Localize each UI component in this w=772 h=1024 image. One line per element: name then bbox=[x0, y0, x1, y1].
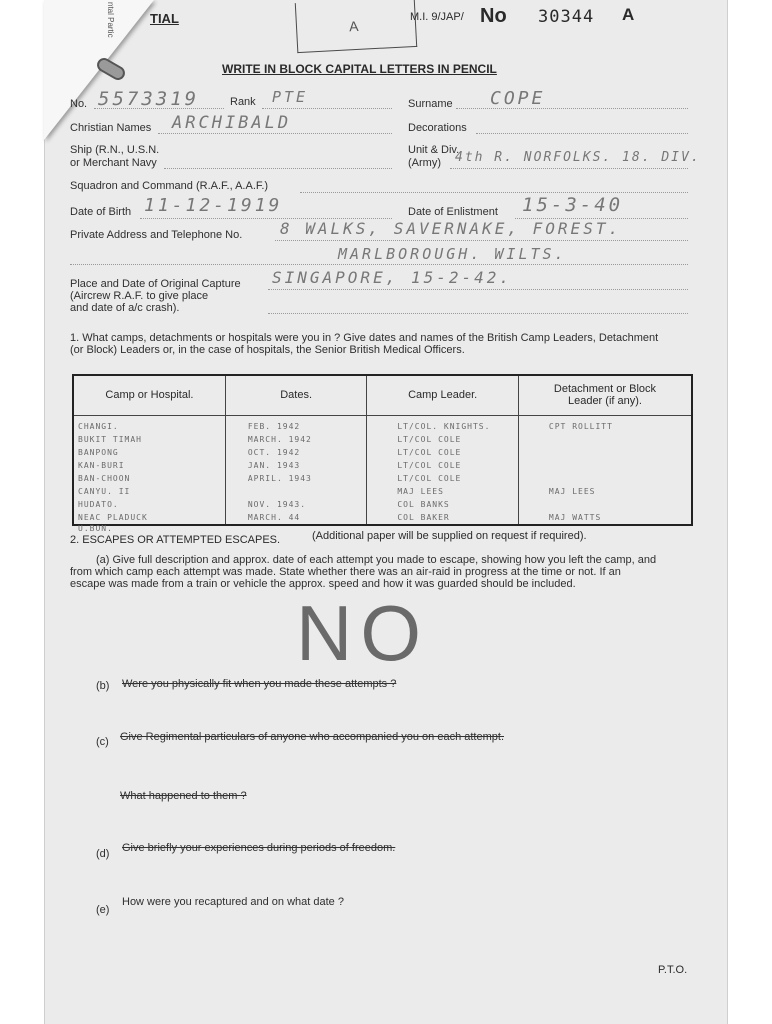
series-letter: A bbox=[622, 5, 635, 24]
surname-value: COPE bbox=[490, 88, 546, 109]
ship-label-1: Ship (R.N., U.S.N. bbox=[70, 144, 160, 156]
dates-column bbox=[225, 415, 367, 525]
stamp-box bbox=[295, 0, 417, 53]
detachment-cell bbox=[549, 433, 687, 446]
date-cell: NOV. 1943. bbox=[247, 499, 307, 509]
instruction-heading: WRITE IN BLOCK CAPITAL LETTERS IN PENCIL bbox=[222, 62, 497, 76]
question-2a-line-3: escape was made from a train or vehicle the approx. speed and how it was guarded should be included. bbox=[70, 578, 576, 590]
leader-cell: COL BAKER bbox=[397, 512, 450, 522]
camp-overflow: U.BON. bbox=[78, 524, 113, 533]
date-cell: FEB. 1942 bbox=[247, 421, 301, 431]
question-2-note: (Additional paper will be supplied on request if required). bbox=[312, 530, 587, 542]
stamp-letter: A bbox=[348, 17, 359, 35]
date-cell bbox=[248, 485, 363, 498]
leader-cell: LT/COL COLE bbox=[397, 434, 462, 444]
service-number-value: 5573319 bbox=[98, 88, 200, 110]
camp-table bbox=[72, 374, 693, 526]
dob-value: 11-12-1919 bbox=[144, 195, 283, 216]
address-label: Private Address and Telephone No. bbox=[70, 229, 243, 241]
question-2b: Were you physically fit when you made these attempts ? bbox=[122, 678, 397, 690]
question-2c: Give Regimental particulars of anyone who accompanied you on each attempt. bbox=[120, 731, 504, 743]
camp-cell: KAN-BURI bbox=[78, 460, 125, 470]
question-2d: Give briefly your experiences during periods of freedom. bbox=[122, 842, 396, 854]
question-2e-prefix: (e) bbox=[96, 904, 110, 916]
capture-label-3: and date of a/c crash). bbox=[70, 302, 180, 314]
date-cell: OCT. 1942 bbox=[247, 447, 301, 457]
enlistment-label: Date of Enlistment bbox=[408, 206, 498, 218]
leader-cell: LT/COL COLE bbox=[397, 447, 462, 457]
enlistment-value: 15-3-40 bbox=[522, 194, 624, 216]
col-header-dates: Dates. bbox=[225, 375, 367, 415]
question-2b-prefix: (b) bbox=[96, 680, 110, 692]
no-label: No. bbox=[70, 98, 88, 110]
date-cell: MARCH. 1942 bbox=[247, 434, 312, 444]
pto-label: P.T.O. bbox=[658, 964, 688, 976]
question-1-line-2: (or Block) Leaders or, in the case of hospitals, the Senior British Medical Officers. bbox=[70, 344, 465, 356]
question-2a-line-1: (a) Give full description and approx. date of each attempt you made to escape, showing how you left the camp, and bbox=[96, 554, 657, 566]
form-code: M.I. 9/JAP/ bbox=[410, 11, 464, 23]
camp-cell: CHANGI. bbox=[78, 421, 119, 431]
address-line-2: MARLBOROUGH. WILTS. bbox=[338, 245, 567, 263]
question-2-title: 2. ESCAPES OR ATTEMPTED ESCAPES. bbox=[70, 534, 281, 546]
decorations-label: Decorations bbox=[408, 122, 467, 134]
col-header-leader: Camp Leader. bbox=[367, 375, 519, 415]
unit-label-1: Unit & Div. bbox=[408, 144, 460, 156]
christian-names-label: Christian Names bbox=[70, 122, 152, 134]
christian-names-value: ARCHIBALD bbox=[172, 113, 292, 133]
question-2d-prefix: (d) bbox=[96, 848, 110, 860]
camp-cell: BUKIT TIMAH bbox=[78, 434, 142, 444]
leader-column bbox=[367, 415, 519, 525]
leader-cell: LT/COL COLE bbox=[397, 473, 462, 483]
escape-answer: NO bbox=[296, 589, 429, 677]
surname-label: Surname bbox=[408, 98, 453, 110]
camp-cell: HUDATO. bbox=[78, 499, 119, 509]
question-2c-followup: What happened to them ? bbox=[120, 790, 247, 802]
camp-cell: NEAC PLADUCK bbox=[78, 512, 148, 522]
squadron-label: Squadron and Command (R.A.F., A.A.F.) bbox=[70, 180, 269, 192]
capture-label-1: Place and Date of Original Capture bbox=[70, 278, 241, 290]
col-header-camp: Camp or Hospital. bbox=[73, 375, 225, 415]
camp-cell: CANYU. II bbox=[78, 486, 131, 496]
rank-value: PTE bbox=[272, 88, 309, 106]
detachment-cell bbox=[549, 459, 687, 472]
dob-label: Date of Birth bbox=[70, 206, 132, 218]
question-1-line-1: 1. What camps, detachments or hospitals were you in ? Give dates and names of the British Camp Leaders, Detachment bbox=[70, 332, 659, 344]
leader-cell: LT/COL. KNIGHTS. bbox=[397, 421, 491, 431]
question-2c-prefix: (c) bbox=[96, 736, 109, 748]
detachment-column bbox=[518, 415, 692, 525]
camp-column bbox=[73, 415, 225, 525]
number-label: No bbox=[480, 5, 507, 27]
unit-value: 4th R. NORFOLKS. 18. DIV. bbox=[455, 150, 701, 165]
leader-cell: MAJ LEES bbox=[397, 486, 444, 496]
camp-cell: BAN-CHOON bbox=[78, 473, 131, 483]
detachment-cell: MAJ LEES bbox=[548, 486, 596, 496]
capture-label-2: (Aircrew R.A.F. to give place bbox=[70, 290, 209, 302]
confidential-heading: TIAL bbox=[150, 11, 179, 26]
capture-value: SINGAPORE, 15-2-42. bbox=[272, 268, 513, 287]
detachment-cell bbox=[549, 472, 687, 485]
date-cell: APRIL. 1943 bbox=[247, 473, 312, 483]
ship-label-2: or Merchant Navy bbox=[70, 157, 157, 169]
camp-cell: BANPONG bbox=[78, 447, 119, 457]
leader-cell: LT/COL COLE bbox=[397, 460, 462, 470]
detachment-cell bbox=[549, 446, 687, 459]
detachment-cell bbox=[549, 498, 687, 511]
detachment-cell: MAJ WATTS bbox=[548, 512, 602, 522]
date-cell: JAN. 1943 bbox=[247, 460, 301, 470]
question-2e: How were you recaptured and on what date ? bbox=[122, 896, 344, 908]
leader-cell: COL BANKS bbox=[397, 499, 450, 509]
col-header-detachment: Detachment or Block Leader (if any). bbox=[518, 375, 692, 415]
question-2a-line-2: from which camp each attempt was made. State whether there was an air-raid in progress at the time or not. If an bbox=[70, 566, 621, 578]
form-number: 30344 bbox=[538, 7, 595, 27]
unit-label-2: (Army) bbox=[408, 157, 441, 169]
address-line-1: 8 WALKS, SAVERNAKE, FOREST. bbox=[280, 219, 622, 238]
rank-label: Rank bbox=[230, 96, 256, 108]
corner-text: ntal Partic bbox=[106, 2, 115, 38]
detachment-cell: CPT ROLLITT bbox=[548, 421, 613, 431]
date-cell: MARCH. 44 bbox=[247, 512, 301, 522]
